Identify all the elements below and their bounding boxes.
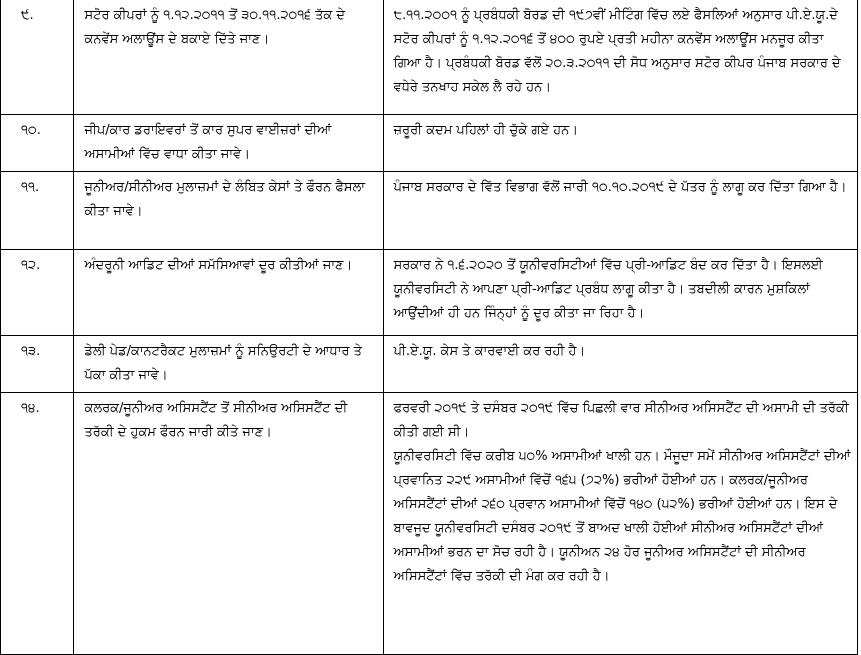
reply-cell: [383, 0, 857, 115]
table-row: [1, 172, 858, 250]
reply-cell: [383, 115, 857, 172]
reply-cell: [383, 172, 857, 250]
reply-paragraph: ਪੰਜਾਬ ਸਰਕਾਰ ਦੇ ਵਿੱਤ ਵਿਭਾਗ ਵੱਲੋਂ ਜਾਰੀ ੧੦.੧੦.੨੦੧੯ ਦੇ ਪੱਤਰ ਨੂੰ ਲਾਗੂ ਕਰ ਦਿੱਤਾ ਗਿਆ ਹੈ।: [393, 180, 847, 195]
row-number: ੧੦.: [1, 115, 74, 172]
demand-cell: ਸਟੋਰ ਕੀਪਰਾਂ ਨੂੰ ੧.੧੨.੨੦੧੧ ਤੋਂ ੩੦.੧੧.੨੦੧੬ ਤੱਕ ਦੇ ਕਨਵੇਂਸ ਅਲਾਊਂਸ ਦੇ ਬਕਾਏ ਦਿੱਤੇ ਜਾਣ।: [74, 0, 383, 115]
demand-cell: ਅੰਦਰੂਨੀ ਆਡਿਟ ਦੀਆਂ ਸਮੱਸਿਆਵਾਂ ਦੂਰ ਕੀਤੀਆਂ ਜਾਣ।: [74, 250, 383, 336]
reply-paragraph: ਫਰਵਰੀ ੨੦੧੯ ਤੇ ਦਸੰਬਰ ੨੦੧੯ ਵਿੱਚ ਪਿਛਲੀ ਵਾਰ ਸੀਨੀਅਰ ਅਸਿਸਟੈਂਟ ਦੀ ਅਸਾਮੀ ਦੀ ਤਰੱਕੀ ਕੀਤੀ ਗਈ ਸੀ।: [393, 401, 849, 440]
row-number: ੧੨.: [1, 250, 74, 336]
demand-cell: ਜੀਪ/ਕਾਰ ਡਰਾਇਵਰਾਂ ਤੋਂ ਕਾਰ ਸੁਪਰ ਵਾਈਜ਼ਰਾਂ ਦੀਆਂ ਅਸਾਮੀਆਂ ਵਿੱਚ ਵਾਧਾ ਕੀਤਾ ਜਾਵੇ।: [74, 115, 383, 172]
reply-paragraph: ਸਰਕਾਰ ਨੇ ੧.੬.੨੦੨੦ ਤੋਂ ਯੂਨੀਵਰਸਿਟੀਆਂ ਵਿੱਚ ਪ੍ਰੀ-ਆਡਿਟ ਬੰਦ ਕਰ ਦਿੱਤਾ ਹੈ। ਇਸਲਈ ਯੂਨੀਵਰਸਿਟੀ ਨੇ ਆਪਣਾ ਪ੍ਰੀ-ਆਡਿਟ ਪ੍ਰਬੰਧ ਲਾਗੂ ਕੀਤਾ ਹੈ। ਤਬਦੀਲੀ ਕਾਰਨ ਮੁਸ਼ਕਿਲਾਂ ਆਉਂਦੀਆਂ ਹੀ ਹਨ ਜਿੰਨ੍ਹਾਂ ਨੂੰ ਦੂਰ ਕੀਤਾ ਜਾ ਰਿਹਾ ਹੈ।: [393, 258, 823, 321]
reply-cell: [383, 336, 857, 393]
table-row: [1, 336, 858, 393]
reply-cell: [383, 250, 857, 336]
reply-paragraph: ਜ਼ਰੂਰੀ ਕਦਮ ਪਹਿਲਾਂ ਹੀ ਚੁੱਕੇ ਗਏ ਹਨ।: [393, 123, 579, 138]
row-number: ੧੧.: [1, 172, 74, 250]
row-number: ੧੪.: [1, 393, 74, 655]
table-row: [1, 393, 858, 655]
reply-paragraph: ੮.੧੧.੨੦੦੧ ਨੂੰ ਪ੍ਰਬੰਧਕੀ ਬੋਰਡ ਦੀ ੧੯੭ਵੀਂ ਮੀਟਿੰਗ ਵਿੱਚ ਲਏ ਫੈਸਲਿਆਂ ਅਨੁਸਾਰ ਪੀ.ਏ.ਯੂ.ਦੇ ਸਟੋਰ ਕੀਪਰਾਂ ਨੂੰ ੧.੧੨.੨੦੧੬ ਤੋਂ ੪੦੦ ਰੁਪਏ ਪ੍ਰਤੀ ਮਹੀਨਾ ਕਨਵੇਂਸ ਅਲਾਊਂਸ ਮਨਜ਼ੂਰ ਕੀਤਾ ਗਿਆ ਹੈ। ਪ੍ਰਬੰਧਕੀ ਬੋਰਡ ਵੱਲੋਂ ੨੦.੩.੨੦੧੧ ਦੀ ਸੋਧ ਅਨੁਸਾਰ ਸਟੋਰ ਕੀਪਰ ਪੰਜਾਬ ਸਰਕਾਰ ਦੇ ਵਧੇਰੇ ਤਨਖਾਹ ਸਕੇਲ ਲੈ ਰਹੇ ਹਨ।: [393, 8, 841, 95]
table-row: [1, 115, 858, 172]
reply-paragraph: ਯੂਨੀਵਰਸਿਟੀ ਵਿੱਚ ਕਰੀਬ ੫੦% ਅਸਾਮੀਆਂ ਖਾਲੀ ਹਨ। ਮੌਜੂਦਾ ਸਮੇਂ ਸੀਨੀਅਰ ਅਸਿਸਟੈਂਟਾਂ ਦੀਆਂ ਪ੍ਰਵਾਨਿਤ ੨੨੯ ਅਸਾਮੀਆਂ ਵਿੱਚੋਂ ੧੬੫ (੭੨%) ਭਰੀਆਂ ਹੋਈਆਂ ਹਨ। ਕਲਰਕ/ਜੂਨੀਅਰ ਅਸਿਸਟੈਂਟਾਂ ਦੀਆਂ ੨੬੦ ਪ੍ਰਵਾਨ ਅਸਾਮੀਆਂ ਵਿੱਚੋਂ ੧੪੦ (੫੨%) ਭਰੀਆਂ ਹੋਈਆਂ ਹਨ। ਇਸ ਦੇ ਬਾਵਜੂਦ ਯੂਨੀਵਰਸਿਟੀ ਦਸੰਬਰ ੨੦੧੯ ਤੋਂ ਬਾਅਦ ਖਾਲੀ ਹੋਈਆਂ ਸੀਨੀਅਰ ਅਸਿਸਟੈਂਟਾਂ ਦੀਆਂ ਅਸਾਮੀਆਂ ਭਰਨ ਦਾ ਸੋਚ ਰਹੀ ਹੈ। ਯੂਨੀਅਨ ੨੪ ਹੋਰ ਜੂਨੀਅਰ ਅਸਿਸਟੈਂਟਾਂ ਦੀ ਸੀਨੀਅਰ ਅਸਿਸਟੈਂਟਾਂ ਵਿੱਚ ਤਰੱਕੀ ਦੀ ਮੰਗ ਕਰ ਰਹੀ ਹੈ।: [393, 449, 851, 584]
row-number: ੧੩.: [1, 336, 74, 393]
row-number: ੯.: [1, 0, 74, 115]
demand-cell: ਜੂਨੀਅਰ/ਸੀਨੀਅਰ ਮੁਲਾਜ਼ਮਾਂ ਦੇ ਲੰਬਿਤ ਕੇਸਾਂ ਤੇ ਫੌਰਨ ਫੈਸਲਾ ਕੀਤਾ ਜਾਵੇ।: [74, 172, 383, 250]
demand-cell: ਕਲਰਕ/ਜੂਨੀਅਰ ਅਸਿਸਟੈਂਟ ਤੋਂ ਸੀਨੀਅਰ ਅਸਿਸਟੈਂਟ ਦੀ ਤਰੱਕੀ ਦੇ ਹੁਕਮ ਫੌਰਨ ਜਾਰੀ ਕੀਤੇ ਜਾਣ।: [74, 393, 383, 655]
reply-paragraph: ਪੀ.ਏ.ਯੂ. ਕੇਸ ਤੇ ਕਾਰਵਾਈ ਕਰ ਰਹੀ ਹੈ।: [393, 344, 586, 359]
reply-cell: [383, 393, 857, 655]
table-row: [1, 250, 858, 336]
table-row: [1, 0, 858, 115]
demand-cell: ਡੇਲੀ ਪੇਡ/ਕਾਨਟਰੈਕਟ ਮੁਲਾਜ਼ਮਾਂ ਨੂੰ ਸਨਿਉਰਟੀ ਦੇ ਆਧਾਰ ਤੇ ਪੱਕਾ ਕੀਤਾ ਜਾਵੇ।: [74, 336, 383, 393]
